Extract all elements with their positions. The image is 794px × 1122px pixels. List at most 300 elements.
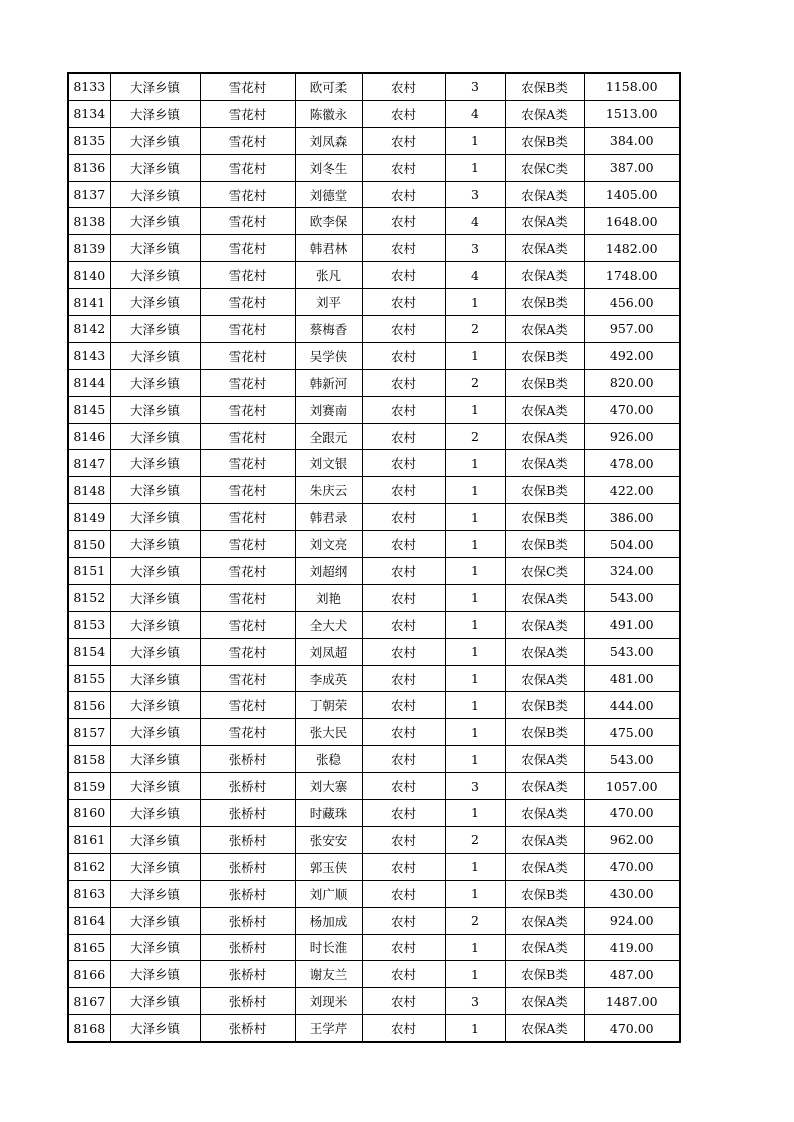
cell-amount: 924.00 — [584, 907, 680, 934]
cell-area-type: 农村 — [362, 181, 445, 208]
cell-amount: 384.00 — [584, 127, 680, 154]
cell-amount: 478.00 — [584, 450, 680, 477]
cell-town: 大泽乡镇 — [110, 289, 200, 316]
cell-row-id: 8166 — [68, 961, 110, 988]
cell-name: 韩君林 — [295, 235, 362, 262]
cell-name: 蔡梅香 — [295, 316, 362, 343]
cell-town: 大泽乡镇 — [110, 773, 200, 800]
table-row — [68, 826, 680, 853]
cell-name: 张稳 — [295, 746, 362, 773]
cell-name: 刘超纲 — [295, 558, 362, 585]
cell-insurance-category: 农保A类 — [505, 208, 584, 235]
cell-row-id: 8138 — [68, 208, 110, 235]
cell-area-type: 农村 — [362, 692, 445, 719]
cell-amount: 926.00 — [584, 423, 680, 450]
cell-household-size: 1 — [445, 719, 505, 746]
cell-household-size: 1 — [445, 531, 505, 558]
cell-town: 大泽乡镇 — [110, 531, 200, 558]
cell-area-type: 农村 — [362, 773, 445, 800]
cell-town: 大泽乡镇 — [110, 934, 200, 961]
cell-town: 大泽乡镇 — [110, 907, 200, 934]
cell-village: 雪花村 — [200, 73, 295, 100]
table-row — [68, 289, 680, 316]
cell-area-type: 农村 — [362, 719, 445, 746]
table-row — [68, 558, 680, 585]
cell-insurance-category: 农保A类 — [505, 100, 584, 127]
cell-household-size: 1 — [445, 961, 505, 988]
cell-town: 大泽乡镇 — [110, 154, 200, 181]
cell-row-id: 8147 — [68, 450, 110, 477]
cell-household-size: 1 — [445, 584, 505, 611]
cell-name: 韩君录 — [295, 504, 362, 531]
table-row — [68, 504, 680, 531]
cell-insurance-category: 农保A类 — [505, 316, 584, 343]
cell-insurance-category: 农保B类 — [505, 289, 584, 316]
cell-insurance-category: 农保A类 — [505, 988, 584, 1015]
cell-row-id: 8154 — [68, 638, 110, 665]
cell-name: 郭玉侠 — [295, 853, 362, 880]
table-row — [68, 800, 680, 827]
cell-town: 大泽乡镇 — [110, 396, 200, 423]
cell-row-id: 8148 — [68, 477, 110, 504]
cell-insurance-category: 农保A类 — [505, 773, 584, 800]
table-row — [68, 235, 680, 262]
cell-area-type: 农村 — [362, 127, 445, 154]
cell-amount: 543.00 — [584, 746, 680, 773]
cell-row-id: 8135 — [68, 127, 110, 154]
cell-village: 雪花村 — [200, 719, 295, 746]
cell-town: 大泽乡镇 — [110, 73, 200, 100]
cell-insurance-category: 农保A类 — [505, 1015, 584, 1042]
cell-town: 大泽乡镇 — [110, 692, 200, 719]
cell-row-id: 8141 — [68, 289, 110, 316]
cell-insurance-category: 农保B类 — [505, 531, 584, 558]
cell-amount: 475.00 — [584, 719, 680, 746]
cell-town: 大泽乡镇 — [110, 665, 200, 692]
cell-town: 大泽乡镇 — [110, 800, 200, 827]
cell-village: 雪花村 — [200, 127, 295, 154]
data-sheet — [67, 72, 681, 1043]
cell-area-type: 农村 — [362, 934, 445, 961]
cell-household-size: 1 — [445, 853, 505, 880]
cell-area-type: 农村 — [362, 746, 445, 773]
cell-household-size: 1 — [445, 504, 505, 531]
table-row — [68, 961, 680, 988]
cell-household-size: 3 — [445, 181, 505, 208]
cell-village: 张桥村 — [200, 934, 295, 961]
cell-village: 张桥村 — [200, 907, 295, 934]
cell-amount: 324.00 — [584, 558, 680, 585]
cell-insurance-category: 农保A类 — [505, 611, 584, 638]
cell-name: 陈徽永 — [295, 100, 362, 127]
cell-name: 时长淮 — [295, 934, 362, 961]
cell-area-type: 农村 — [362, 988, 445, 1015]
table-row — [68, 396, 680, 423]
cell-amount: 1487.00 — [584, 988, 680, 1015]
table-row — [68, 880, 680, 907]
cell-amount: 1158.00 — [584, 73, 680, 100]
cell-town: 大泽乡镇 — [110, 423, 200, 450]
cell-insurance-category: 农保B类 — [505, 504, 584, 531]
cell-amount: 1648.00 — [584, 208, 680, 235]
cell-name: 时藏珠 — [295, 800, 362, 827]
cell-town: 大泽乡镇 — [110, 504, 200, 531]
cell-household-size: 1 — [445, 558, 505, 585]
table-row — [68, 450, 680, 477]
table-body — [68, 73, 680, 1042]
cell-name: 张大民 — [295, 719, 362, 746]
table-row — [68, 988, 680, 1015]
cell-village: 雪花村 — [200, 504, 295, 531]
table-row — [68, 692, 680, 719]
cell-area-type: 农村 — [362, 477, 445, 504]
cell-village: 张桥村 — [200, 1015, 295, 1042]
cell-row-id: 8151 — [68, 558, 110, 585]
cell-amount: 504.00 — [584, 531, 680, 558]
cell-row-id: 8146 — [68, 423, 110, 450]
cell-household-size: 4 — [445, 100, 505, 127]
cell-town: 大泽乡镇 — [110, 316, 200, 343]
cell-household-size: 2 — [445, 423, 505, 450]
cell-village: 张桥村 — [200, 961, 295, 988]
cell-name: 欧李保 — [295, 208, 362, 235]
cell-row-id: 8160 — [68, 800, 110, 827]
cell-town: 大泽乡镇 — [110, 638, 200, 665]
cell-amount: 470.00 — [584, 1015, 680, 1042]
cell-name: 全跟元 — [295, 423, 362, 450]
cell-area-type: 农村 — [362, 73, 445, 100]
cell-town: 大泽乡镇 — [110, 584, 200, 611]
cell-amount: 957.00 — [584, 316, 680, 343]
cell-household-size: 3 — [445, 988, 505, 1015]
cell-household-size: 3 — [445, 773, 505, 800]
cell-row-id: 8164 — [68, 907, 110, 934]
cell-area-type: 农村 — [362, 396, 445, 423]
table-row — [68, 369, 680, 396]
cell-household-size: 1 — [445, 934, 505, 961]
cell-row-id: 8143 — [68, 342, 110, 369]
table-row — [68, 181, 680, 208]
cell-row-id: 8156 — [68, 692, 110, 719]
cell-town: 大泽乡镇 — [110, 450, 200, 477]
cell-area-type: 农村 — [362, 100, 445, 127]
cell-amount: 1057.00 — [584, 773, 680, 800]
cell-village: 雪花村 — [200, 611, 295, 638]
cell-area-type: 农村 — [362, 235, 445, 262]
cell-village: 张桥村 — [200, 988, 295, 1015]
cell-name: 刘德堂 — [295, 181, 362, 208]
cell-town: 大泽乡镇 — [110, 961, 200, 988]
table-row — [68, 342, 680, 369]
cell-household-size: 2 — [445, 907, 505, 934]
cell-town: 大泽乡镇 — [110, 477, 200, 504]
cell-amount: 492.00 — [584, 342, 680, 369]
table-row — [68, 208, 680, 235]
table-row — [68, 584, 680, 611]
cell-area-type: 农村 — [362, 316, 445, 343]
cell-name: 吴学侠 — [295, 342, 362, 369]
cell-village: 雪花村 — [200, 477, 295, 504]
cell-town: 大泽乡镇 — [110, 181, 200, 208]
cell-village: 雪花村 — [200, 558, 295, 585]
cell-amount: 1405.00 — [584, 181, 680, 208]
cell-name: 刘平 — [295, 289, 362, 316]
cell-town: 大泽乡镇 — [110, 746, 200, 773]
cell-amount: 419.00 — [584, 934, 680, 961]
cell-amount: 1748.00 — [584, 262, 680, 289]
cell-insurance-category: 农保A类 — [505, 235, 584, 262]
cell-name: 欧可柔 — [295, 73, 362, 100]
cell-household-size: 3 — [445, 73, 505, 100]
cell-row-id: 8145 — [68, 396, 110, 423]
table-row — [68, 423, 680, 450]
table-row — [68, 611, 680, 638]
cell-area-type: 农村 — [362, 262, 445, 289]
cell-village: 雪花村 — [200, 692, 295, 719]
cell-village: 雪花村 — [200, 584, 295, 611]
cell-town: 大泽乡镇 — [110, 208, 200, 235]
cell-area-type: 农村 — [362, 342, 445, 369]
cell-town: 大泽乡镇 — [110, 880, 200, 907]
cell-amount: 481.00 — [584, 665, 680, 692]
cell-household-size: 1 — [445, 746, 505, 773]
cell-household-size: 1 — [445, 665, 505, 692]
cell-amount: 422.00 — [584, 477, 680, 504]
cell-row-id: 8150 — [68, 531, 110, 558]
cell-row-id: 8142 — [68, 316, 110, 343]
cell-amount: 1513.00 — [584, 100, 680, 127]
cell-name: 全大犬 — [295, 611, 362, 638]
cell-name: 刘文亮 — [295, 531, 362, 558]
table-row — [68, 477, 680, 504]
cell-household-size: 1 — [445, 154, 505, 181]
cell-amount: 543.00 — [584, 584, 680, 611]
cell-town: 大泽乡镇 — [110, 127, 200, 154]
cell-row-id: 8140 — [68, 262, 110, 289]
cell-household-size: 1 — [445, 396, 505, 423]
cell-village: 张桥村 — [200, 800, 295, 827]
cell-household-size: 1 — [445, 692, 505, 719]
cell-row-id: 8158 — [68, 746, 110, 773]
cell-town: 大泽乡镇 — [110, 826, 200, 853]
cell-row-id: 8167 — [68, 988, 110, 1015]
cell-insurance-category: 农保C类 — [505, 154, 584, 181]
cell-name: 刘文银 — [295, 450, 362, 477]
cell-area-type: 农村 — [362, 638, 445, 665]
cell-insurance-category: 农保A类 — [505, 181, 584, 208]
table-row — [68, 262, 680, 289]
cell-household-size: 1 — [445, 477, 505, 504]
cell-town: 大泽乡镇 — [110, 853, 200, 880]
cell-insurance-category: 农保A类 — [505, 826, 584, 853]
cell-name: 刘凤超 — [295, 638, 362, 665]
cell-household-size: 1 — [445, 450, 505, 477]
table-row — [68, 907, 680, 934]
cell-village: 张桥村 — [200, 880, 295, 907]
table-row — [68, 665, 680, 692]
cell-area-type: 农村 — [362, 853, 445, 880]
cell-name: 刘大寨 — [295, 773, 362, 800]
cell-name: 刘现米 — [295, 988, 362, 1015]
cell-area-type: 农村 — [362, 826, 445, 853]
cell-town: 大泽乡镇 — [110, 558, 200, 585]
cell-area-type: 农村 — [362, 907, 445, 934]
cell-village: 雪花村 — [200, 638, 295, 665]
cell-town: 大泽乡镇 — [110, 100, 200, 127]
cell-household-size: 2 — [445, 826, 505, 853]
cell-insurance-category: 农保A类 — [505, 396, 584, 423]
cell-area-type: 农村 — [362, 611, 445, 638]
cell-village: 雪花村 — [200, 100, 295, 127]
cell-amount: 470.00 — [584, 800, 680, 827]
cell-insurance-category: 农保B类 — [505, 961, 584, 988]
records-table — [67, 72, 681, 1043]
cell-row-id: 8155 — [68, 665, 110, 692]
cell-row-id: 8134 — [68, 100, 110, 127]
cell-area-type: 农村 — [362, 208, 445, 235]
cell-town: 大泽乡镇 — [110, 719, 200, 746]
table-row — [68, 746, 680, 773]
cell-village: 雪花村 — [200, 289, 295, 316]
cell-amount: 387.00 — [584, 154, 680, 181]
cell-insurance-category: 农保C类 — [505, 558, 584, 585]
table-row — [68, 773, 680, 800]
cell-name: 杨加成 — [295, 907, 362, 934]
cell-area-type: 农村 — [362, 154, 445, 181]
cell-amount: 543.00 — [584, 638, 680, 665]
cell-village: 雪花村 — [200, 181, 295, 208]
cell-area-type: 农村 — [362, 880, 445, 907]
cell-row-id: 8159 — [68, 773, 110, 800]
cell-row-id: 8139 — [68, 235, 110, 262]
cell-household-size: 1 — [445, 1015, 505, 1042]
cell-household-size: 2 — [445, 369, 505, 396]
cell-area-type: 农村 — [362, 289, 445, 316]
cell-town: 大泽乡镇 — [110, 342, 200, 369]
cell-amount: 962.00 — [584, 826, 680, 853]
cell-village: 雪花村 — [200, 262, 295, 289]
cell-insurance-category: 农保A类 — [505, 450, 584, 477]
cell-area-type: 农村 — [362, 800, 445, 827]
cell-name: 刘赛南 — [295, 396, 362, 423]
cell-area-type: 农村 — [362, 369, 445, 396]
cell-town: 大泽乡镇 — [110, 611, 200, 638]
cell-insurance-category: 农保B类 — [505, 477, 584, 504]
cell-area-type: 农村 — [362, 961, 445, 988]
cell-village: 雪花村 — [200, 369, 295, 396]
table-row — [68, 73, 680, 100]
table-row — [68, 934, 680, 961]
cell-village: 雪花村 — [200, 208, 295, 235]
cell-name: 张安安 — [295, 826, 362, 853]
cell-insurance-category: 农保A类 — [505, 853, 584, 880]
cell-area-type: 农村 — [362, 423, 445, 450]
cell-village: 雪花村 — [200, 235, 295, 262]
cell-household-size: 1 — [445, 800, 505, 827]
cell-village: 雪花村 — [200, 396, 295, 423]
cell-town: 大泽乡镇 — [110, 988, 200, 1015]
cell-name: 刘艳 — [295, 584, 362, 611]
cell-insurance-category: 农保B类 — [505, 369, 584, 396]
cell-insurance-category: 农保A类 — [505, 584, 584, 611]
cell-household-size: 2 — [445, 316, 505, 343]
cell-area-type: 农村 — [362, 450, 445, 477]
cell-household-size: 1 — [445, 342, 505, 369]
cell-area-type: 农村 — [362, 584, 445, 611]
cell-area-type: 农村 — [362, 558, 445, 585]
cell-name: 刘凤森 — [295, 127, 362, 154]
table-row — [68, 638, 680, 665]
cell-town: 大泽乡镇 — [110, 1015, 200, 1042]
cell-name: 刘广顺 — [295, 880, 362, 907]
cell-amount: 386.00 — [584, 504, 680, 531]
cell-household-size: 4 — [445, 262, 505, 289]
cell-village: 雪花村 — [200, 531, 295, 558]
cell-name: 李成英 — [295, 665, 362, 692]
cell-household-size: 1 — [445, 611, 505, 638]
cell-area-type: 农村 — [362, 504, 445, 531]
cell-insurance-category: 农保A类 — [505, 907, 584, 934]
table-row — [68, 154, 680, 181]
cell-amount: 470.00 — [584, 396, 680, 423]
cell-row-id: 8161 — [68, 826, 110, 853]
table-row — [68, 531, 680, 558]
cell-amount: 430.00 — [584, 880, 680, 907]
cell-insurance-category: 农保A类 — [505, 262, 584, 289]
cell-insurance-category: 农保A类 — [505, 800, 584, 827]
cell-household-size: 1 — [445, 289, 505, 316]
cell-amount: 470.00 — [584, 853, 680, 880]
cell-row-id: 8168 — [68, 1015, 110, 1042]
cell-village: 雪花村 — [200, 154, 295, 181]
table-row — [68, 316, 680, 343]
cell-village: 雪花村 — [200, 450, 295, 477]
table-row — [68, 127, 680, 154]
cell-amount: 1482.00 — [584, 235, 680, 262]
cell-row-id: 8144 — [68, 369, 110, 396]
cell-area-type: 农村 — [362, 665, 445, 692]
cell-name: 刘冬生 — [295, 154, 362, 181]
cell-row-id: 8137 — [68, 181, 110, 208]
cell-village: 张桥村 — [200, 826, 295, 853]
cell-name: 朱庆云 — [295, 477, 362, 504]
cell-amount: 491.00 — [584, 611, 680, 638]
cell-household-size: 4 — [445, 208, 505, 235]
cell-area-type: 农村 — [362, 1015, 445, 1042]
cell-amount: 444.00 — [584, 692, 680, 719]
cell-amount: 487.00 — [584, 961, 680, 988]
cell-insurance-category: 农保A类 — [505, 665, 584, 692]
cell-name: 张凡 — [295, 262, 362, 289]
cell-insurance-category: 农保B类 — [505, 342, 584, 369]
cell-area-type: 农村 — [362, 531, 445, 558]
cell-row-id: 8136 — [68, 154, 110, 181]
cell-row-id: 8152 — [68, 584, 110, 611]
cell-row-id: 8162 — [68, 853, 110, 880]
table-row — [68, 853, 680, 880]
cell-village: 雪花村 — [200, 316, 295, 343]
cell-household-size: 1 — [445, 880, 505, 907]
cell-village: 雪花村 — [200, 423, 295, 450]
cell-insurance-category: 农保A类 — [505, 423, 584, 450]
cell-village: 雪花村 — [200, 342, 295, 369]
cell-insurance-category: 农保B类 — [505, 127, 584, 154]
table-row — [68, 100, 680, 127]
cell-town: 大泽乡镇 — [110, 369, 200, 396]
cell-insurance-category: 农保A类 — [505, 638, 584, 665]
cell-household-size: 3 — [445, 235, 505, 262]
cell-row-id: 8133 — [68, 73, 110, 100]
